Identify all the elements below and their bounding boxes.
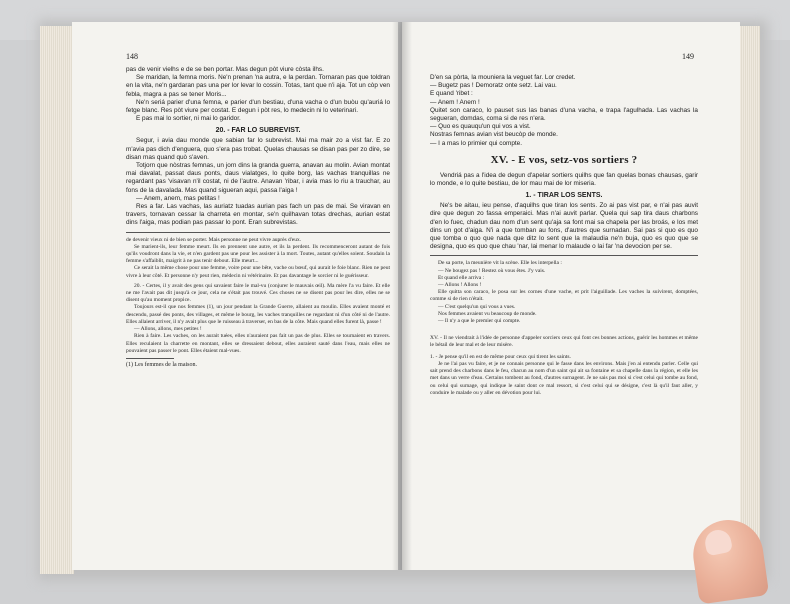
french-paragraph: Ce serait la même chose pour une femme, voire pour une bête, vache ou bœuf, qui aurait le foie blanc. Rien ne peut vivre à leur côté. Et personne n'y peut rien, médecin ni vétérinaire. Et pas davantage le sorcier ni le guérisseur. xyxy=(126,265,390,279)
divider xyxy=(126,232,390,233)
french-paragraph: Se marient-ils, leur femme meurt. Ils en prennent une autre, et ils la perdent. Ils recommenceront autant de fois qu'ils voudront dans la vie, et n'en gardent pas une pour les assister à la mort. Toutes, autant qu'elles soient. Soudain la femme s'affaiblit, maigrit à ne pas tenir debout. Elle meurt... xyxy=(126,243,390,265)
occitan-paragraph: pas de venir vielhs e de se ben portar. Mas degun pòt viure còsta ilhs. xyxy=(126,66,324,73)
french-line: — Ne bougez pas ! Restez où vous êtes. J'y vais. xyxy=(438,267,546,274)
french-line: Et quand elle arriva : xyxy=(438,274,485,281)
section-heading: 1. - TIRAR LOS SENTS. xyxy=(525,192,603,200)
occitan-line: D'en sa pòrta, la mouniera la veguet far. Lor credet. xyxy=(430,74,576,81)
french-section-paragraph: 20. - Certes, il y avait des gens qui savaient faire le mal-vu (conjurer le mauvais œil). Ma mère l'a vu faire. Et elle ne me l'avait pas dit jusqu'à ce jour, cela ne s'était pas trouvé. Ces choses ne se disent pas pour les dire, elles ne se disent qu'au moment propice. xyxy=(126,282,390,304)
occitan-paragraph: Ne'n seriá parier d'una femna, e parier d'un bestiau, d'una vacha o d'un buòu qu'auriá lo fetge blanc. Res pòt viure per costat. E degun i pòt res, lo medecin ni lo veterinari. xyxy=(126,98,390,115)
book-gutter xyxy=(392,22,412,570)
french-section-paragraph: Je ne l'ai pas vu faire, et je ne connais personne qui le fasse dans les environs. Mais j'en ai entendu parler. Celle qui sait prend des charbons dans le feu, chacun au nom d'un saint qui ait sa fontaine et sa chapelle dans la région, et elle les met dans un verre d'eau. Certains tombent au fond, d'autres surnagent. Je ne sais pas moi si c'est celui qui tombe au fond, ou celui qui surnage, qui indique le saint dont ce mal ressort, si c'est celui qui se désigne, c'est là qu'il faut aller, y conduire le malade ou y aller en dévotion pour lui. xyxy=(430,360,698,396)
occitan-line: — Quo es quauqu'un qui vos a vist. xyxy=(430,123,531,131)
french-section: 1. - Je pense qu'il en est de même pour ceux qui tirent les saints. xyxy=(430,353,571,360)
section-paragraph: Totjorn que nòstras femnas, un jorn dins la granda guerra, anavan au molin. Avian montat mai davalat, passat daus ponts, daus vialatges, lo quite borg, las vachas tranquillas ne regardant pas 'visavan n'il costat, ni de l'autre. Anavan 'ribar, i avia mas lo riu a trauchar, au fons de la davalada. Mas quand sigueran aqui, passa l'aiga ! xyxy=(126,162,390,194)
french-section-paragraph: Rien à faire. Les vaches, on les aurait tuées, elles n'auraient pas fait un pas de plus. Elles se tournaient en travers. Elles reculaient la charrette en montant, elles se dressaient debout, elles auraient sauté dans l'eau, mais elles ne pouvaient pas passer le pont. Elles étaient mal-vues. xyxy=(126,333,390,354)
occitan-line: Quitet son caraco, lo pauset sus las banas d'una vacha, e trapa l'agulhada. Las vachas la segueran, domdas, coma si de res n'era. xyxy=(430,106,698,123)
french-chapter: XV. - Il ne viendrait à l'idée de personne d'appeler sorciers ceux qui font ces bonnes actions, guérir les hommes et même le bétail de leur mal et de leur misère. xyxy=(430,335,698,349)
french-section-paragraph: Toujours est-il que nos femmes (1), un jour pendant la Grande Guerre, allaient au moulin. Elles avaient monté et descendu, passé des ponts, des villages, et même le bourg, les vaches tranquilles ne regardant ni d'un côté ni de l'autre. Elles allaient arriver, il n'y avait plus que le ruisseau à traverser, en bas de la côte. Mais quand elles furent là, passe ! xyxy=(126,304,390,325)
chapter-title: XV. - E vos, setz-vos sortiers ? xyxy=(490,153,638,166)
section-paragraph: Ne's be aitau, ieu pense, d'aquilhs que tiran los sents. Zo ai pas vist par, e n'ai pas auvit dire que degun zo fassa emperaici. Mas n'ai auvit parlar. Quela qui sap tira daus charbons d'en lo fuec, chadun dau nom d'un sent qu'aja sa font mai sa chapela per las broás, e los met dins un got d'aiga. N'i a que tomban au fons, d'autres que surnadan. Sai pas si quo es quo que tomba o quo que nada que ditz lo sent que la malaudia ne'n buja, quo es quo que se designa, quo es quo que chau 'nar, lai menar lo malaude o lai far 'na devocion per se. xyxy=(430,202,698,251)
french-section-paragraph: — Allons, allons, mes petites ! xyxy=(134,326,202,333)
section-paragraph: Res a far. Las vachas, las auriatz tuadas aurian pas fach un pas de mai. Se viravan en travers, tornavan cessar la charreta en montar, se'n quilhavan totas drechas, aurian estat dins l'aiga, mas podian pas passar lo pont. Eran subrevistas. xyxy=(126,203,390,227)
right-page xyxy=(402,22,740,570)
french-line: Nos femmes avaient vu beaucoup de monde. xyxy=(438,310,537,317)
occitan-line: Nostras femnas avian vist beucòp de monde. xyxy=(430,131,558,139)
left-page-edges xyxy=(40,26,74,574)
occitan-paragraph: E pas mai lo sortier, ni mai lo garidor. xyxy=(136,115,241,123)
occitan-line: — Bugetz pas ! Demoratz onte setz. Lai vau. xyxy=(430,82,557,90)
occitan-paragraph: Se maridan, la femna moris. Ne'n prenan 'na autra, e la perdan. Tornaran pas que toldran en la vita, ne'n gardaran pas una per lor levar lo cossin. Totas, tant que n'i aja. Tot un còp ven febla, magra a pas se tener Moris... xyxy=(126,74,390,98)
footnote: (1) Les femmes de la maison. xyxy=(126,361,197,368)
french-line: Elle quitta son caraco, le posa sur les cornes d'une vache, et prit l'aiguillade. Les vaches la suivirent, domptées, comme si de rien n'était. xyxy=(430,289,698,303)
occitan-line: — I a mas lo primier qui compte. xyxy=(430,139,522,147)
chapter-intro: Vendriá pas a l'idea de degun d'apelar sortiers quilhs que fan quelas bonas chausas, garir lo monde, e lo quite bestiau, de lor mau mai de lor miseria. xyxy=(430,171,698,188)
occitan-line: — Anem ! Anem ! xyxy=(430,98,480,106)
right-text-column xyxy=(430,74,698,397)
left-page-number: 148 xyxy=(126,52,138,61)
french-line: De sa porte, la meunière vit la scène. Elle les interpella : xyxy=(438,260,562,267)
right-page-number: 149 xyxy=(682,52,694,61)
divider xyxy=(430,255,698,256)
section-paragraph: — Anem, anem, mas petitas ! xyxy=(136,194,220,202)
left-page xyxy=(72,22,398,570)
french-line: — Il n'y a que le premier qui compte. xyxy=(438,318,521,325)
french-line: — Allons ! Allons ! xyxy=(438,282,482,289)
right-page-edges xyxy=(738,26,760,574)
section-heading: 20. - FAR LO SUBREVIST. xyxy=(215,127,301,135)
french-paragraph: de devenir vieux ni de bien se porter. Mais personne ne peut vivre auprès d'eux. xyxy=(126,236,302,243)
footnote-rule xyxy=(126,358,174,359)
section-paragraph: Segur, i avia dau monde que sabian far lo subrevist. Mai ma mair zo a vist far. E zo m'avia pas dich d'enguera, quo s'era pas trobat. Quelas chausas se disan pas per zo dire, se disan mas quand quò s'aven. xyxy=(126,137,390,161)
occitan-line: E quand 'ribet : xyxy=(430,90,473,98)
french-line: — C'est quelqu'un qui vous a vues. xyxy=(438,303,516,310)
left-text-column xyxy=(126,66,390,368)
